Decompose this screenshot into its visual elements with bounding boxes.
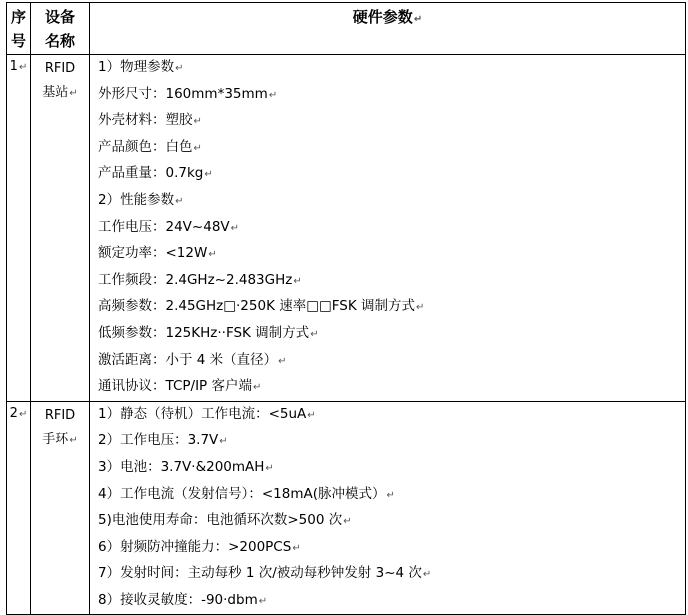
device-name-line2: 手环↵ bbox=[42, 431, 78, 447]
row-params bbox=[90, 55, 686, 402]
param-text: 5)电池使用寿命：电池循环次数>500 次 bbox=[98, 512, 343, 529]
hardware-params-table bbox=[6, 2, 686, 615]
param-line bbox=[98, 374, 685, 401]
param-list bbox=[90, 55, 685, 401]
param-text: 工作频段：2.4GHz~2.483GHz bbox=[98, 271, 293, 288]
param-line bbox=[98, 535, 685, 562]
param-line bbox=[98, 455, 685, 482]
paragraph-mark: ↵ bbox=[204, 169, 213, 181]
param-line bbox=[98, 428, 685, 455]
param-text: 1）静态（待机）工作电流：<5uA bbox=[98, 405, 307, 422]
param-text: 8）接收灵敏度：-90·dbm bbox=[98, 591, 258, 608]
paragraph-mark: ↵ bbox=[175, 195, 184, 207]
param-text: 2）性能参数 bbox=[98, 191, 175, 208]
paragraph-mark: ↵ bbox=[422, 569, 432, 581]
param-line bbox=[98, 215, 685, 242]
paragraph-mark: ↵ bbox=[386, 489, 395, 501]
param-line bbox=[98, 402, 685, 429]
param-line bbox=[98, 294, 685, 321]
paragraph-mark: ↵ bbox=[278, 355, 287, 367]
row-device-name bbox=[31, 55, 90, 402]
header-name-line2: 名称 bbox=[44, 32, 75, 50]
row-seq: 1↵ bbox=[7, 55, 31, 402]
paragraph-mark: ↵ bbox=[293, 275, 302, 287]
param-line bbox=[98, 561, 685, 588]
param-text: 7）发射时间：主动每秒 1 次/被动每秒钟发射 3~4 次 bbox=[98, 565, 422, 582]
param-text: 3）电池：3.7V·&200mAH bbox=[98, 458, 265, 475]
param-text: 低频参数：125KHz··FSK 调制方式 bbox=[98, 324, 310, 341]
param-text: 6）射频防冲撞能力：>200PCS bbox=[98, 538, 292, 555]
row-device-name bbox=[31, 401, 90, 615]
paragraph-mark: ↵ bbox=[343, 516, 352, 528]
param-text: 外壳材料：塑胶 bbox=[98, 112, 193, 129]
device-name-line2: 基站↵ bbox=[42, 85, 78, 100]
param-text: 额定功率：<12W bbox=[98, 245, 208, 262]
param-line bbox=[98, 508, 685, 535]
param-text: 4）工作电流（发射信号）：<18mA(脉冲模式） bbox=[98, 485, 386, 502]
table-row bbox=[7, 401, 686, 615]
param-text: 2）工作电压：3.7V bbox=[98, 432, 219, 449]
paragraph-mark: ↵ bbox=[292, 542, 301, 554]
paragraph-mark: ↵ bbox=[268, 89, 278, 101]
param-line bbox=[98, 588, 685, 615]
param-text: 通讯协议：TCP/IP 客户端 bbox=[98, 378, 252, 395]
param-text: 产品重量：0.7kg bbox=[98, 165, 204, 182]
paragraph-mark: ↵ bbox=[310, 328, 319, 340]
param-line bbox=[98, 161, 685, 188]
paragraph-mark: ↵ bbox=[265, 462, 274, 474]
param-line bbox=[98, 188, 685, 215]
paragraph-mark: ↵ bbox=[208, 249, 217, 261]
table-row bbox=[7, 55, 686, 402]
paragraph-mark: ↵ bbox=[193, 142, 202, 154]
param-line bbox=[98, 135, 685, 162]
paragraph-mark: ↵ bbox=[252, 382, 262, 394]
paragraph-mark: ↵ bbox=[175, 63, 184, 74]
param-line bbox=[98, 321, 685, 348]
param-text: 高频参数：2.45GHz□·250K 速率□□FSK 调制方式 bbox=[98, 298, 415, 315]
row-seq: 2↵ bbox=[7, 401, 31, 615]
param-text: 工作电压：24V~48V bbox=[98, 218, 230, 235]
paragraph-mark: ↵ bbox=[258, 595, 268, 607]
param-text: 外形尺寸：160mm*35mm bbox=[98, 85, 268, 102]
paragraph-mark: ↵ bbox=[193, 116, 202, 128]
param-line bbox=[98, 55, 685, 82]
device-name-line1: RFID bbox=[44, 61, 76, 76]
row-params bbox=[90, 401, 686, 615]
param-line bbox=[98, 108, 685, 135]
param-text: 1）物理参数 bbox=[98, 59, 175, 75]
param-text: 激活距离：小于 4 米（直径） bbox=[98, 351, 278, 368]
param-list bbox=[90, 402, 685, 615]
param-line bbox=[98, 82, 685, 109]
paragraph-mark: ↵ bbox=[219, 436, 228, 448]
header-seq: 序号 bbox=[7, 3, 31, 55]
table-header-row bbox=[7, 3, 686, 55]
header-name-line1: 设备 bbox=[44, 8, 75, 26]
header-device-name bbox=[31, 3, 90, 55]
header-hardware-params: 硬件参数↵ bbox=[90, 3, 686, 55]
param-line bbox=[98, 482, 685, 509]
paragraph-mark: ↵ bbox=[230, 222, 240, 234]
paragraph-mark: ↵ bbox=[307, 409, 316, 421]
param-line bbox=[98, 241, 685, 268]
device-name-line1: RFID bbox=[44, 407, 76, 423]
paragraph-mark: ↵ bbox=[415, 302, 425, 314]
param-line bbox=[98, 348, 685, 375]
param-line bbox=[98, 268, 685, 295]
param-text: 产品颜色：白色 bbox=[98, 138, 193, 155]
